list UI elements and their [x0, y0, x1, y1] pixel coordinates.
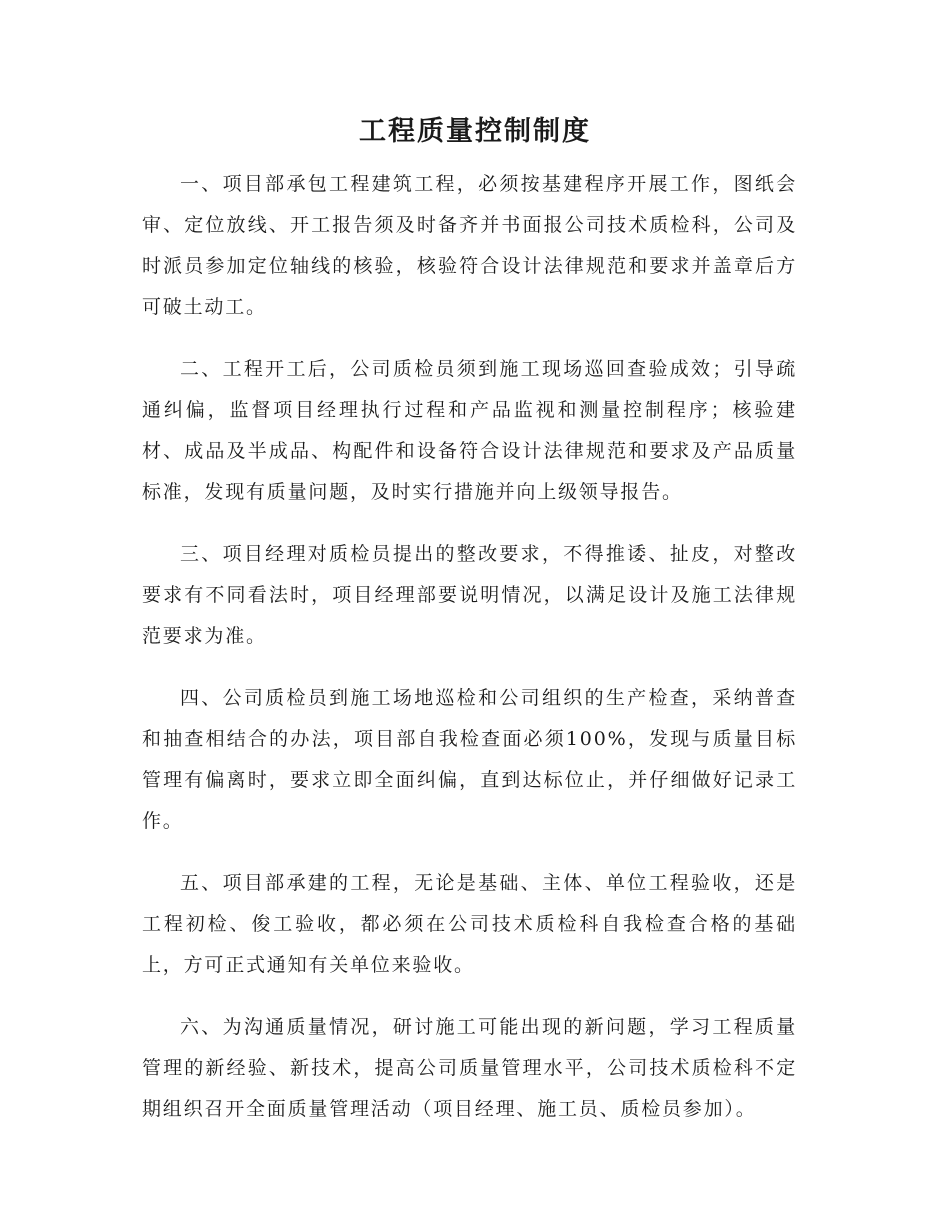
- document-title: 工程质量控制制度: [359, 116, 591, 147]
- paragraph-5: 五、项目部承建的工程，无论是基础、主体、单位工程验收，还是工程初检、俊工验收，都必须在公司技术质检科自我检查合格的基础上，方可正式通知有关单位来验收。: [142, 872, 797, 976]
- paragraph-3: 三、项目经理对质检员提出的整改要求，不得推诿、扯皮，对整改要求有不同看法时，项目经理部要说明情况，以满足设计及施工法律规范要求为准。: [142, 543, 797, 647]
- paragraph-1: 一、项目部承包工程建筑工程，必须按基建程序开展工作，图纸会审、定位放线、开工报告须及时备齐并书面报公司技术质检科，公司及时派员参加定位轴线的核验，核验符合设计法律规范和要求并盖章后方可破土动工。: [142, 173, 797, 318]
- paragraph-4: 四、公司质检员到施工场地巡检和公司组织的生产检查，采纳普查和抽查相结合的办法，项目部自我检查面必须100%，发现与质量目标管理有偏离时，要求立即全面纠偏，直到达标位止，并仔细做好记录工作。: [142, 687, 797, 832]
- paragraph-2: 二、工程开工后，公司质检员须到施工现场巡回查验成效；引导疏通纠偏，监督项目经理执行过程和产品监视和测量控制程序；核验建材、成品及半成品、构配件和设备符合设计法律规范和要求及产品质量标准，发现有质量问题，及时实行措施并向上级领导报告。: [142, 358, 797, 503]
- document-body: [142, 164, 797, 1151]
- paragraph-6: 六、为沟通质量情况，研讨施工可能出现的新问题，学习工程质量管理的新经验、新技术，提高公司质量管理水平，公司技术质检科不定期组织召开全面质量管理活动（项目经理、施工员、质检员参加）。: [142, 1016, 797, 1120]
